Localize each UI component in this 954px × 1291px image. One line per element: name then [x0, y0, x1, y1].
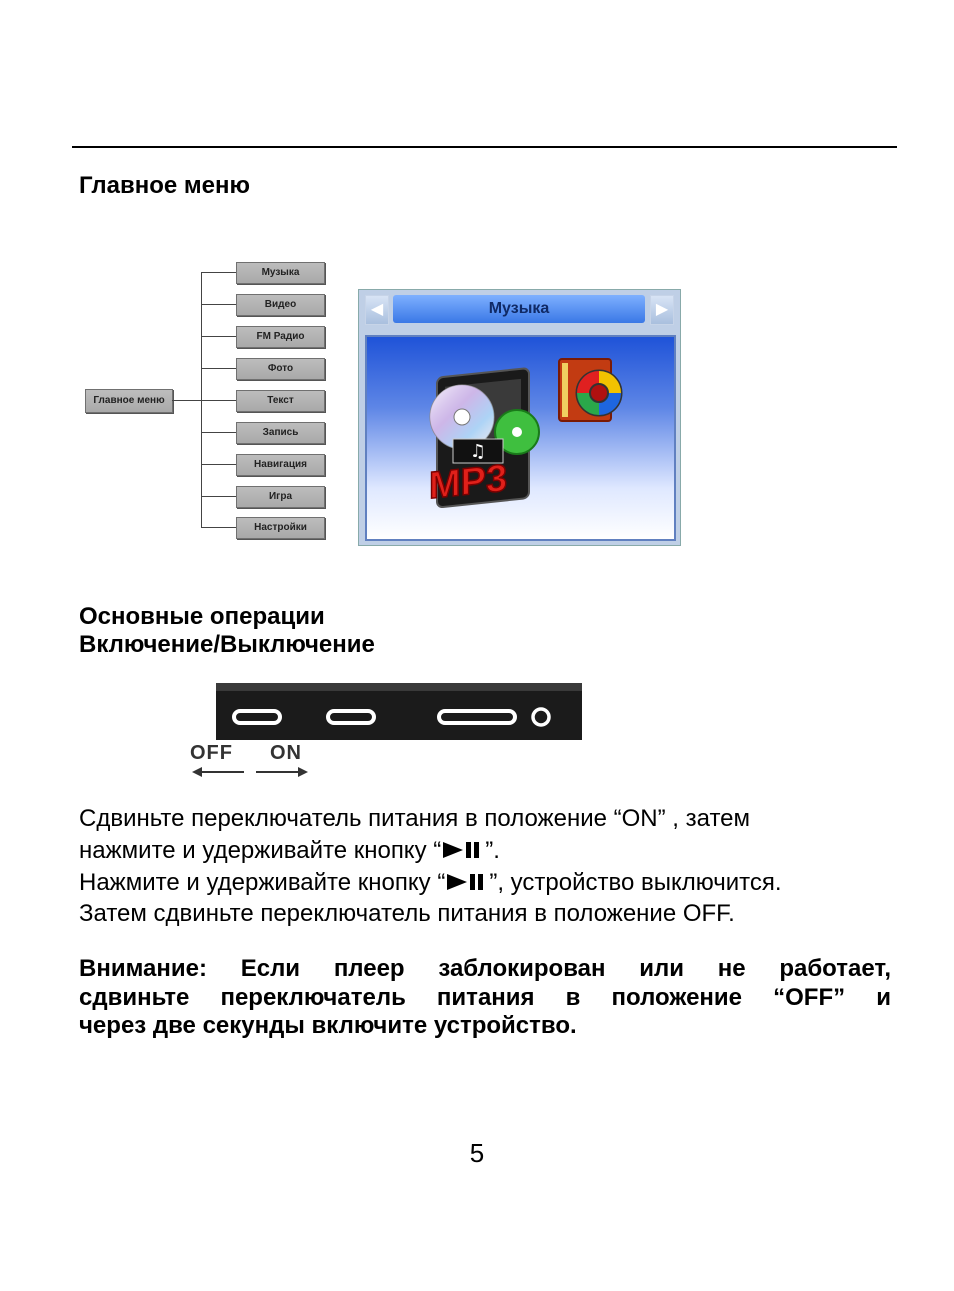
warning-paragraph [79, 955, 891, 1041]
instruction-line-2-end: ”. [485, 837, 500, 864]
screen-title: Музыка [393, 295, 645, 323]
top-rule [72, 146, 897, 148]
tree-item-text: Текст [236, 390, 325, 412]
usb-port [439, 711, 515, 723]
instruction-line-1: Сдвиньте переключатель питания в положение “ON” , затем [79, 805, 751, 832]
tree-root-node: Главное меню [85, 389, 173, 413]
tree-item-settings: Настройки [236, 517, 325, 539]
warning-line-3: через две секунды включите устройство. [79, 1012, 577, 1039]
tree-connector [172, 400, 202, 401]
hold-switch-slot [328, 711, 374, 723]
device-screen [358, 289, 681, 546]
page-number: 5 [469, 1138, 485, 1168]
tree-item-record: Запись [236, 422, 325, 444]
arrow-left-icon [192, 767, 244, 777]
off-label: OFF [190, 742, 233, 764]
instruction-line-2-text: нажмите и удерживайте кнопку “ [79, 837, 442, 864]
tree-connector [201, 527, 236, 528]
arrow-right-icon [256, 767, 308, 777]
tree-connector [201, 432, 236, 433]
switch-direction-arrows [192, 765, 308, 779]
instruction-line-2 [79, 835, 500, 867]
svg-text:♫: ♫ [469, 441, 487, 462]
headphone-jack-icon [533, 709, 549, 725]
mp3-illustration [367, 337, 674, 539]
tree-connector [201, 496, 236, 497]
tree-connector [201, 400, 236, 401]
play-pause-icon [441, 839, 485, 861]
mp3-badge: MP3 [429, 457, 508, 508]
warning-line-2: сдвиньте переключатель питания в положение “OFF” и [79, 983, 891, 1011]
tree-connector [201, 304, 236, 305]
tree-item-photo: Фото [236, 358, 325, 380]
heading-power: Включение/Выключение [79, 631, 375, 658]
instruction-line-4: Затем сдвиньте переключатель питания в положение OFF. [79, 900, 735, 927]
tree-item-music: Музыка [236, 262, 325, 284]
instruction-line-3 [79, 867, 782, 899]
screen-viewport [365, 335, 676, 541]
left-arrow-icon: ◀ [365, 295, 389, 325]
tree-connector [201, 464, 236, 465]
on-label: ON [270, 742, 302, 764]
device-edge-illustration [216, 683, 582, 740]
tree-item-video: Видео [236, 294, 325, 316]
tree-item-navigation: Навигация [236, 454, 325, 476]
film-reel-icon [559, 359, 621, 421]
instruction-line-3-end: ”, устройство выключится. [489, 869, 782, 896]
warning-line-1: Внимание: Если плеер заблокирован или не работает, [79, 955, 891, 982]
buttons-illustration [216, 691, 582, 740]
right-arrow-icon: ▶ [650, 295, 674, 325]
tree-item-game: Игра [236, 486, 325, 508]
play-pause-icon [445, 871, 489, 893]
tree-connector [201, 272, 236, 273]
heading-main-menu: Главное меню [79, 172, 251, 199]
heading-basic-operations: Основные операции [79, 603, 325, 630]
tree-item-fm-radio: FM Радио [236, 326, 325, 348]
tree-connector [201, 336, 236, 337]
power-switch-slot [234, 711, 280, 723]
instruction-line-3-text: Нажмите и удерживайте кнопку “ [79, 869, 446, 896]
tree-connector [201, 368, 236, 369]
